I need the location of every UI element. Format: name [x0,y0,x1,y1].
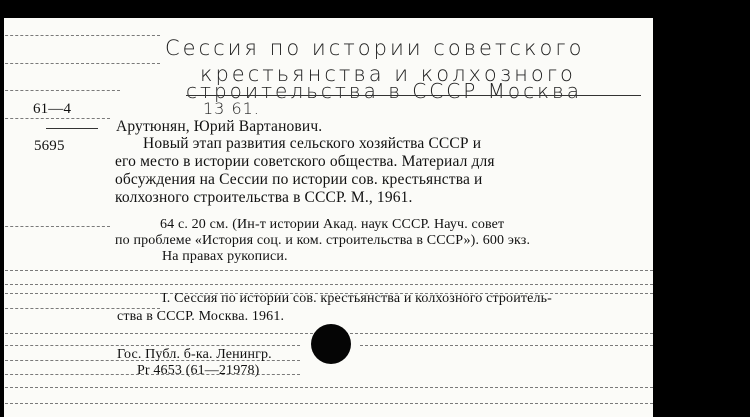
catalog-number-code: 5695 [34,138,65,154]
title-line-4: колхозного строительства в СССР. М., 1961. [115,189,413,206]
shelfmark: Pr 4653 (61—21978) [137,363,260,378]
rule-line [0,270,653,271]
rule-line [0,35,160,36]
handwritten-line-2: крестьянства и колхозного [200,62,576,86]
rule-line [0,284,653,285]
imprint-line-2: по проблеме «История соц. и ком. строительства в СССР»). 600 экз. [115,233,531,248]
title-line-3: обсуждения на Сессии по истории сов. крестьянства и [115,171,483,188]
handwritten-year: 13 61. [203,99,260,118]
rule-line [0,345,300,346]
rule-line [0,63,160,64]
scan-border [0,0,4,417]
imprint-line-3: На правах рукописи. [162,249,288,264]
rule-line [0,226,110,227]
library-name: Гос. Публ. б-ка. Ленингр. [117,347,272,362]
rule-line [0,90,120,91]
catalog-number-top: 61—4 [33,101,72,117]
handwritten-line-3: строительства в СССР Москва [186,79,582,103]
subject-line-1: I. Сессия по истории сов. крестьянства и колхозного строитель- [162,291,552,306]
rule-line [360,345,653,346]
index-dash [46,128,98,129]
stamp-dot [311,324,351,364]
handwritten-underline [186,95,641,96]
rule-line [0,387,653,388]
title-line-2: его место в истории советского общества. Материал для [115,153,495,170]
handwritten-line-1: Сессия по истории советского [165,36,585,60]
rule-line [0,403,653,404]
author-heading: Арутюнян, Юрий Вартанович. [116,118,323,135]
rule-line [0,118,110,119]
catalog-card [0,18,653,417]
subject-line-2: ства в СССР. Москва. 1961. [117,309,285,324]
imprint-line-1: 64 с. 20 см. (Ин-т истории Акад. наук СССР. Науч. совет [160,217,505,232]
title-line-1: Новый этап развития сельского хозяйства СССР и [143,135,482,152]
